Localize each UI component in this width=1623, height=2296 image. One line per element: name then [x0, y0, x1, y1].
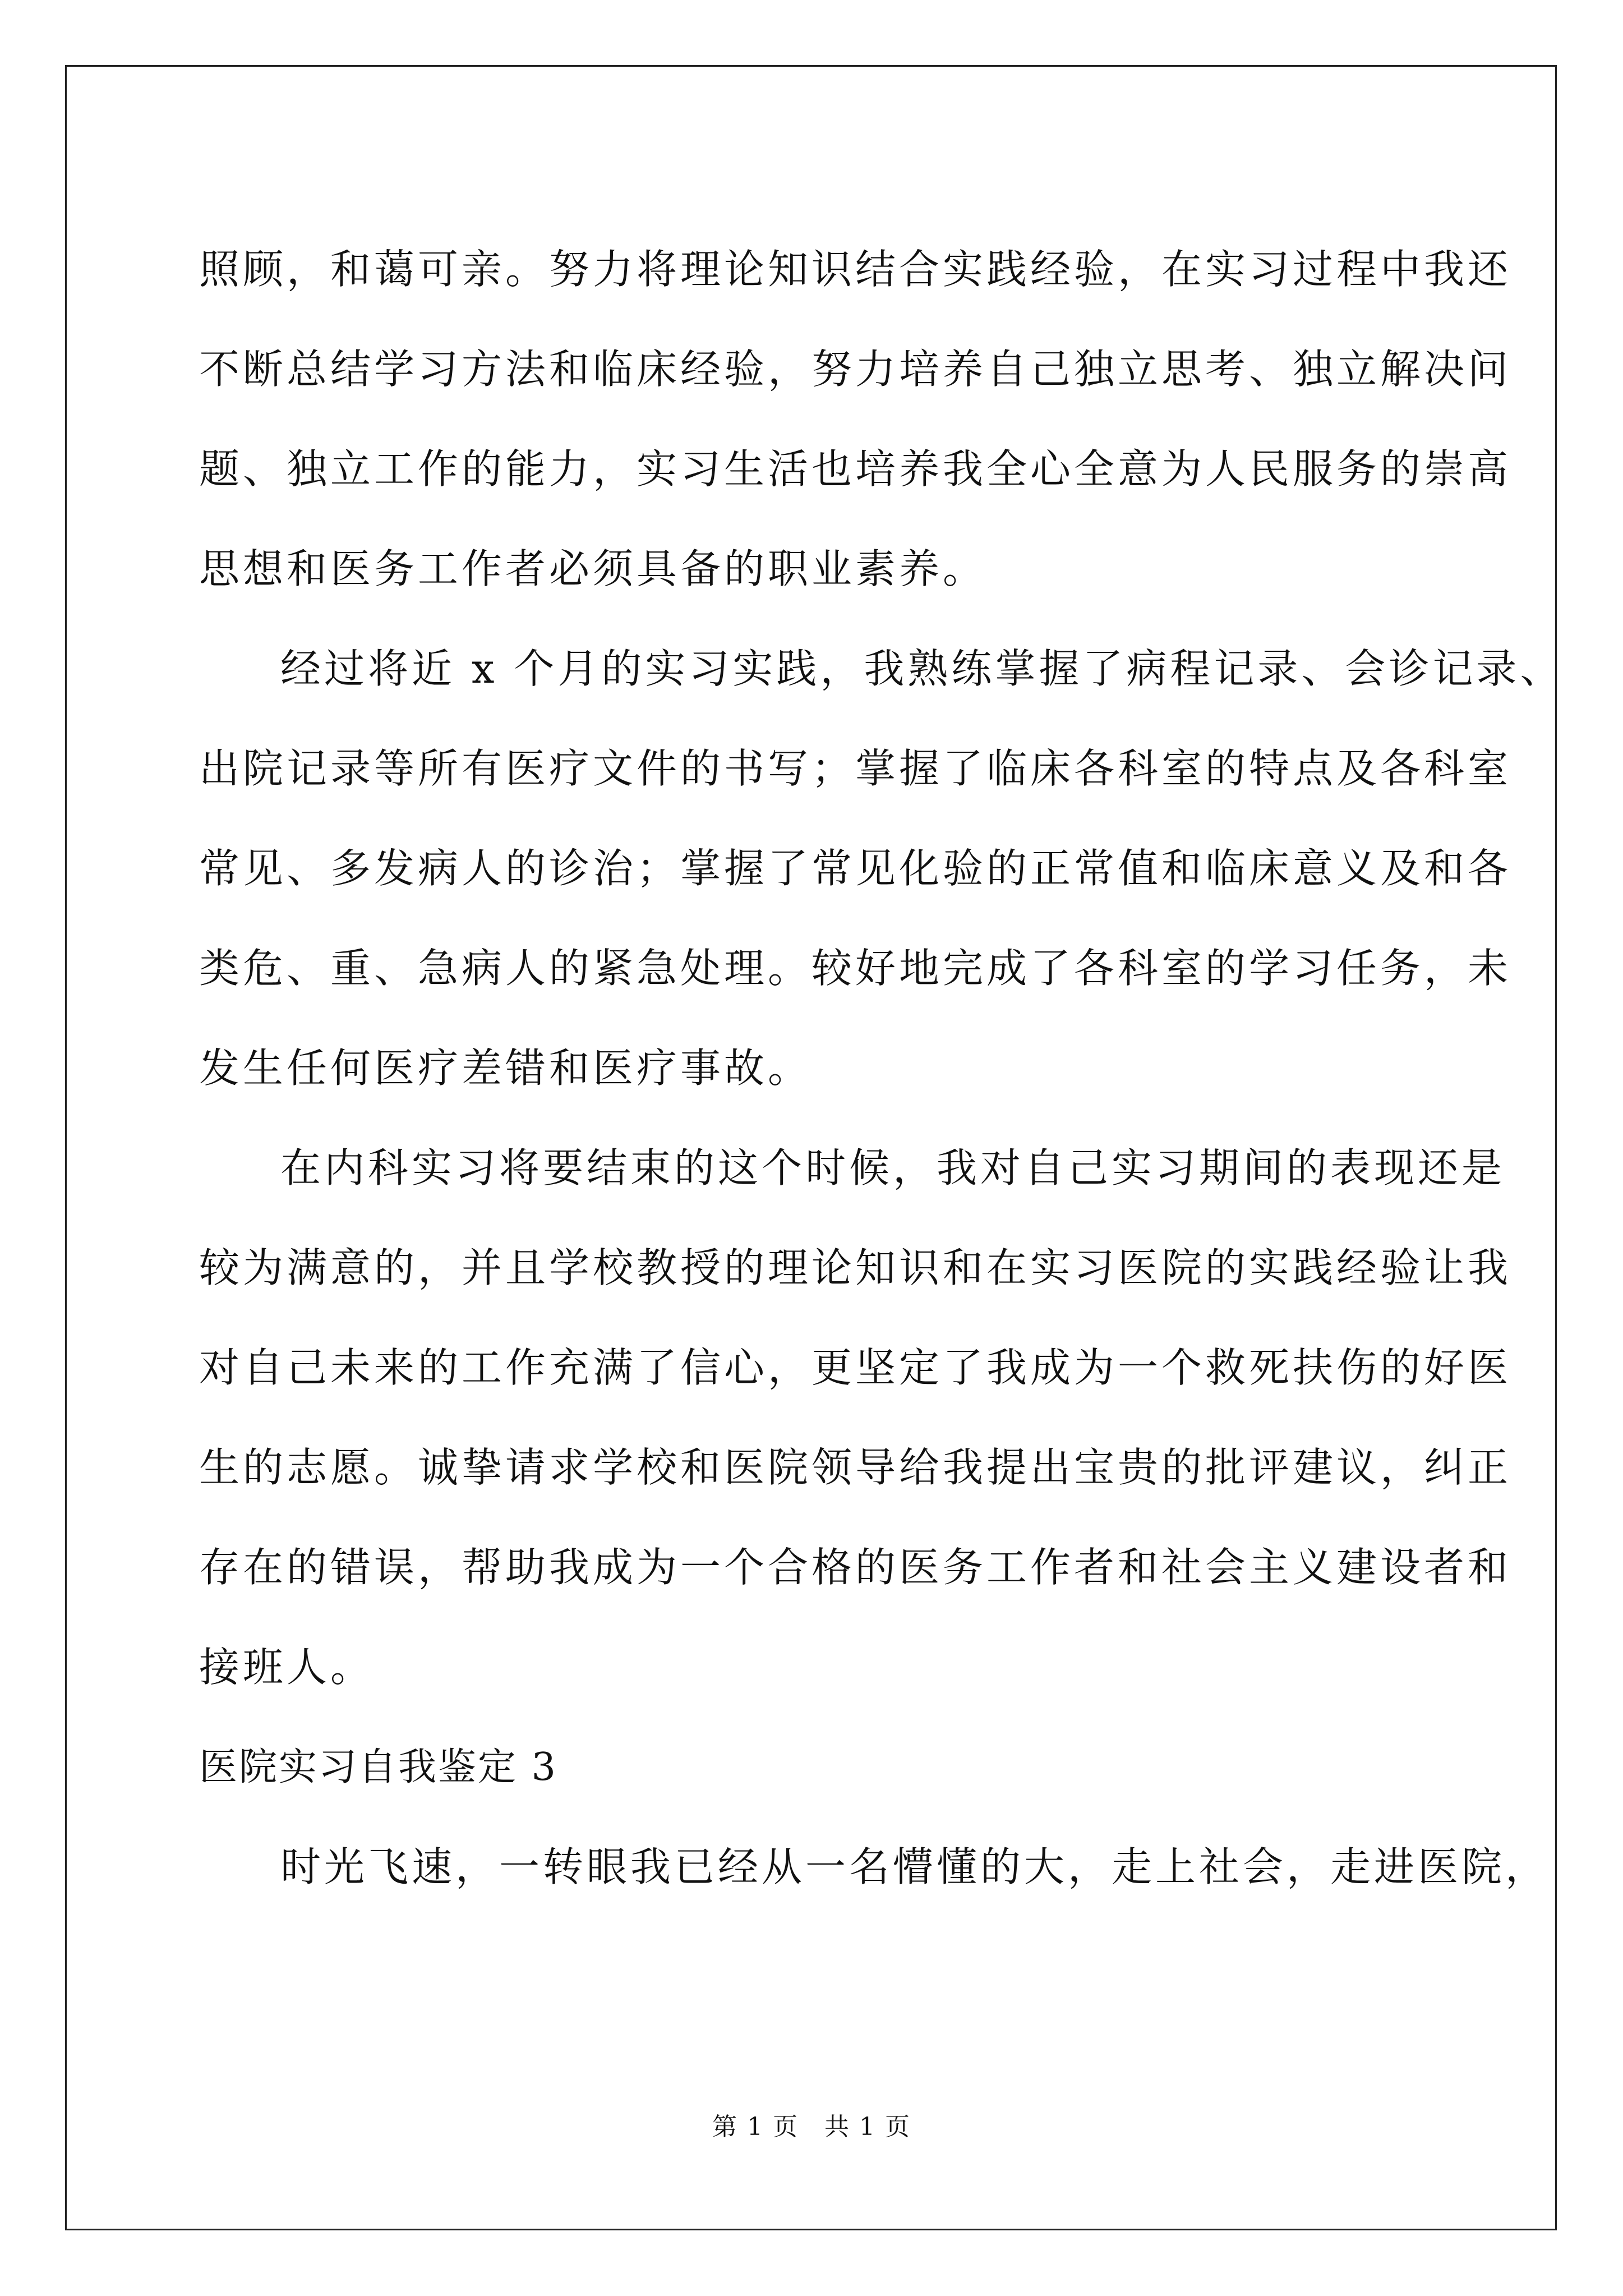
text-line: 思想和医务工作者必须具备的职业素养。: [199, 545, 987, 592]
text-line: 出院记录等所有医疗文件的书写；掌握了临床各科室的特点及各科室: [199, 745, 1512, 792]
paragraph-first-line: 经过将近 x 个月的实习实践，我熟练掌握了病程记录、会诊记录、: [280, 645, 1564, 692]
text-line: 照顾，和蔼可亲。努力将理论知识结合实践经验，在实习过程中我还: [199, 246, 1512, 293]
text-line: 存在的错误，帮助我成为一个合格的医务工作者和社会主义建设者和: [199, 1544, 1512, 1591]
text-line: 接班人。: [199, 1644, 375, 1691]
text-line: 类危、重、急病人的紧急处理。较好地完成了各科室的学习任务，未: [199, 945, 1512, 992]
page-footer: 第 1 页 共 1 页: [712, 2113, 911, 2141]
text-line: 常见、多发病人的诊治；掌握了常见化验的正常值和临床意义及和各: [199, 845, 1512, 892]
text-line: 不断总结学习方法和临床经验，努力培养自己独立思考、独立解决问: [199, 346, 1512, 393]
text-line: 发生任何医疗差错和医疗事故。: [199, 1045, 812, 1092]
section-heading: 医院实习自我鉴定 3: [199, 1745, 557, 1789]
text-line: 题、独立工作的能力，实习生活也培养我全心全意为人民服务的崇高: [199, 445, 1512, 493]
text-line: 对自己未来的工作充满了信心，更坚定了我成为一个救死扶伤的好医: [199, 1344, 1512, 1391]
text-line: 生的志愿。诚挚请求学校和医院领导给我提出宝贵的批评建议，纠正: [199, 1444, 1512, 1491]
paragraph-first-line: 在内科实习将要结束的这个时候，我对自己实习期间的表现还是: [280, 1144, 1506, 1191]
text-line: 较为满意的，并且学校教授的理论知识和在实习医院的实践经验让我: [199, 1244, 1512, 1291]
document-body: [199, 216, 1564, 1913]
paragraph-first-line: 时光飞速，一转眼我已经从一名懵懂的大，走上社会，走进医院，: [280, 1843, 1550, 1890]
